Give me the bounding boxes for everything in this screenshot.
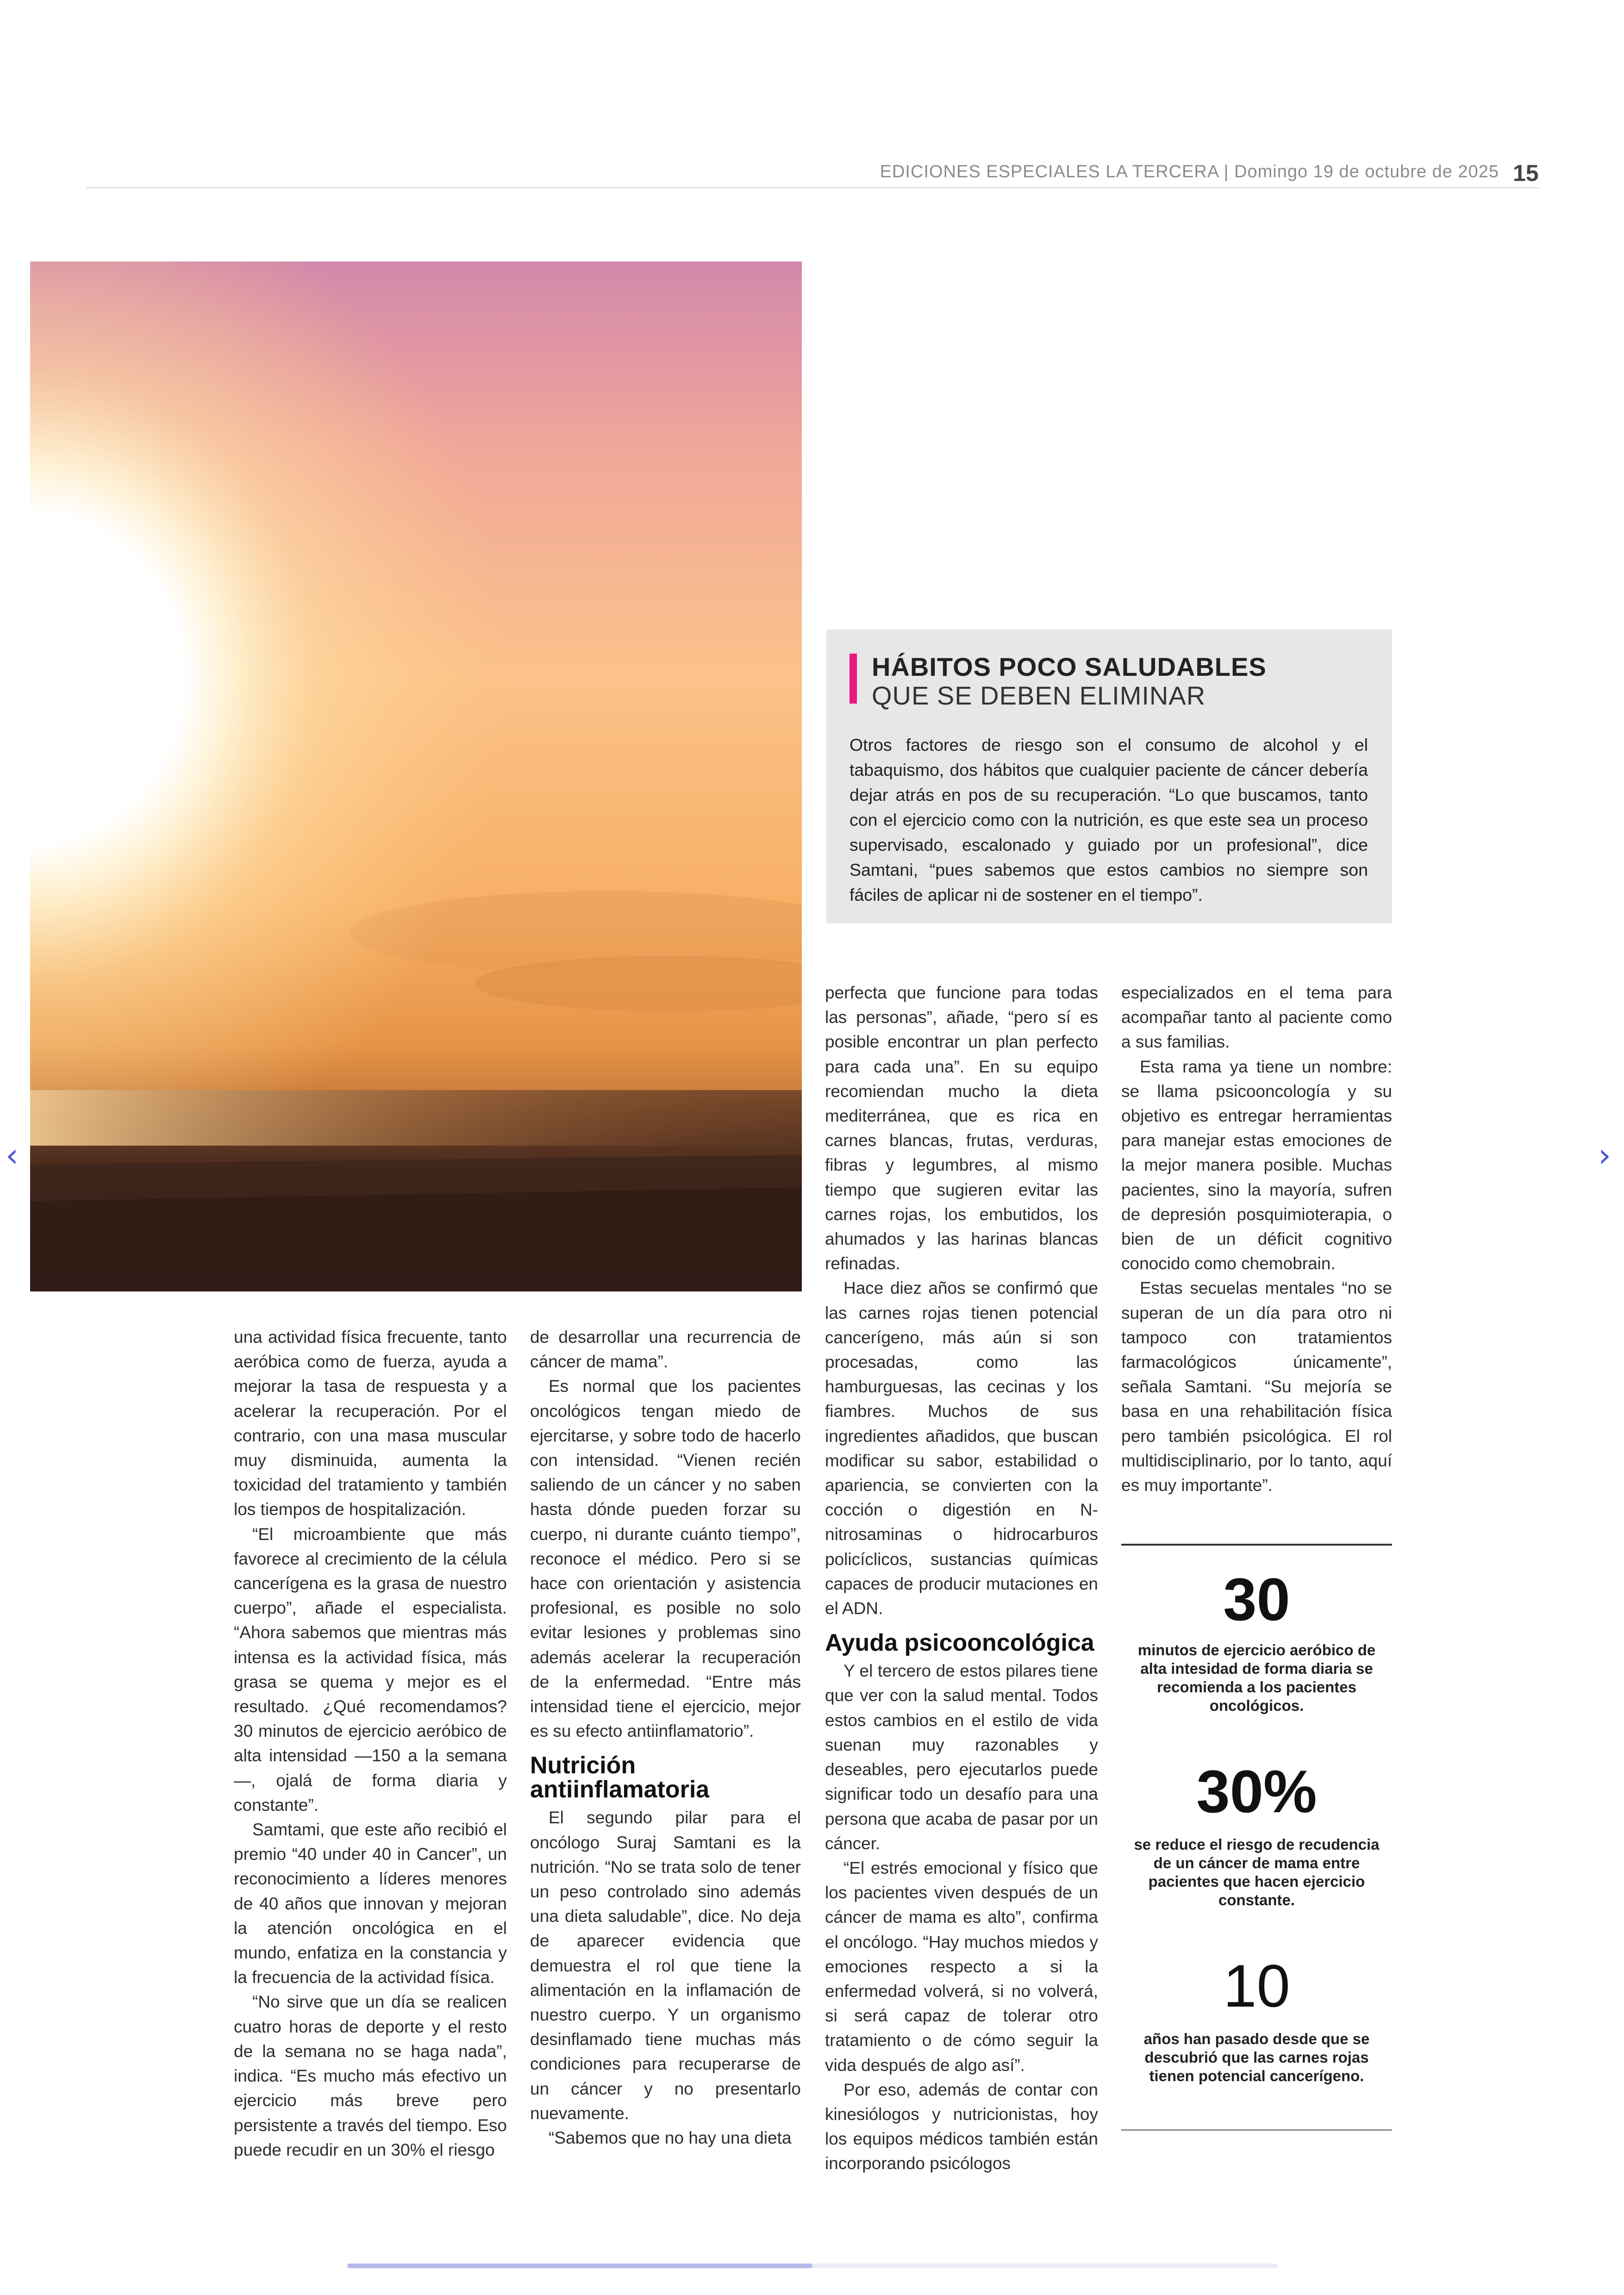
paragraph: Por eso, además de contar con kinesiólogos y nutricionistas, hoy los equipos médicos también están incorporando psicólogos (825, 2080, 1098, 2173)
article-column-1 (234, 1325, 507, 2162)
article-column-2 (530, 1325, 801, 2150)
sunset-photo (30, 262, 802, 1291)
header-divider (86, 187, 1539, 188)
sidebar-box (826, 630, 1392, 923)
paragraph: Y el tercero de estos pilares tiene que ver con la salud mental. Todos estos cambios en el estilo de vida suenan muy razonables y deseables, pero ejecutarlos puede significar todo un desafío para una persona que acaba de pasar por un cáncer. (825, 1661, 1098, 1853)
paragraph: Hace diez años se confirmó que las carnes rojas tienen potencial cancerígeno, más aún si son procesadas, como las hamburguesas, las cecinas y los fiambres. Muchos de sus ingredientes añadidos, que buscan modificar su sabor, estabilidad o apariencia, se convierten con la cocción o digestión en N-nitrosaminas o hidrocarburos policíclicos, sustancias químicas capaces de producir mutaciones en el ADN. (825, 1278, 1098, 1618)
stat-description: se reduce el riesgo de recudencia de un cáncer de mama entre pacientes que hacen ejercicio constante. (1134, 1836, 1380, 1908)
paragraph: Esta rama ya tiene un nombre: se llama psicooncología y su objetivo es entregar herramientas para manejar estas emociones de la mejor manera posible. Muchas pacientes, sino la mayoría, sufren de depresión posquimioterapia, o bien de un déficit cognitivo conocido como chemobrain. (1121, 1057, 1392, 1273)
stat-description: minutos de ejercicio aeróbico de alta intesidad de forma diaria se recomienda a los pacientes oncológicos. (1137, 1641, 1376, 1714)
box-title: HÁBITOS POCO SALUDABLES (872, 652, 1267, 681)
paragraph: perfecta que funcione para todas las personas”, añade, “pero sí es posible encontrar un plan perfecto para cada una”. En su equipo recomiendan mucho la dieta mediterránea, que es rica en carnes blancas, frutas, verduras, fibras y legumbres, al mismo tiempo que sugieren evitar las carnes rojas, los embutidos, los ahumados y las harinas blancas refinadas. (825, 983, 1098, 1273)
stats-bottom-rule (1121, 2129, 1392, 2131)
paragraph: Samtami, que este año recibió el premio “40 under 40 in Cancer”, un reconocimiento a líderes menores de 40 años que innovan y mejoran la atención oncológica en el mundo, enfatiza en la constancia y la frecuencia de la actividad física. (234, 1820, 507, 1987)
stat-value: 30% (1196, 1758, 1317, 1825)
stat-description: años han pasado desde que se descubrió que las carnes rojas tienen potencial cancerígeno. (1143, 2030, 1370, 2084)
paragraph: de desarrollar una recurrencia de cáncer de mama”. (530, 1328, 801, 1372)
article-column-3 (825, 980, 1098, 2176)
paragraph: una actividad física frecuente, tanto aeróbica como de fuerza, ayuda a mejorar la tasa de respuesta y a acelerar la recuperación. Por el contrario, con una masa muscular muy disminuida, aumenta la toxicidad del tratamiento y también los tiempos de hospitalización. (234, 1328, 507, 1519)
paragraph: “El estrés emocional y físico que los pacientes viven después de un cáncer de mama es alto”, confirma el oncólogo. “Hay muchos miedos y emociones respecto a si la enfermedad volverá, si no volverá, si será capaz de tolerar otro tratamiento o de cómo seguir la vida después de algo así”. (825, 1858, 1098, 2075)
accent-bar (849, 654, 857, 704)
page-progress-fill (347, 2264, 812, 2268)
box-subtitle: QUE SE DEBEN ELIMINAR (872, 681, 1206, 710)
paragraph: especializados en el tema para acompañar tanto al paciente como a sus familias. (1121, 983, 1392, 1052)
box-body: Otros factores de riesgo son el consumo de alcohol y el tabaquismo, dos hábitos que cualquier paciente de cáncer debería dejar atrás en pos de su recuperación. “Lo que buscamos, tanto con el ejercicio como con la nutrición, es que este sea un proceso supervisado, escalonado y guiado por un profesional”, dice Samtani, “pues sabemos que estos cambios no siempre son fáciles de aplicar ni de sostener en el tiempo”. (849, 735, 1368, 904)
paragraph: “Sabemos que no hay una dieta (549, 2128, 792, 2148)
stat-value: 10 (1223, 1952, 1290, 2020)
section-heading: Ayuda psicooncológica (825, 1629, 1094, 1657)
paragraph: El segundo pilar para el oncólogo Suraj Samtani es la nutrición. “No se trata solo de tener un peso controlado sino además una dieta saludable”, dice. No deja de aparecer evidencia que demuestra el rol que tiene la alimentación en la inflamación de nuestro cuerpo. Y un organismo desinflamado tiene muchas más condiciones para recuperarse de un cáncer y no presentarlo nuevamente. (530, 1808, 801, 2123)
paragraph: Estas secuelas mentales “no se superan de un día para otro ni tampoco con tratamientos farmacológicos únicamente”, señala Samtani. “Su mejoría se basa en una rehabilitación física pero también psicológica. El rol multidisciplinario, por lo tanto, aquí es muy importante”. (1121, 1278, 1392, 1495)
stat-value: 30 (1223, 1565, 1290, 1633)
chevron-left-icon[interactable]: ‹ (6, 1136, 19, 1174)
section-heading: Nutrición antiinflamatoria (530, 1752, 710, 1803)
paragraph: Es normal que los pacientes oncológicos tengan miedo de ejercitarse, y sobre todo de hacerlo con intensidad. “Vienen recién saliendo de un cáncer y no saben hasta dónde pueden forzar su cuerpo, ni durante cuánto tiempo”, reconoce el médico. Pero si se hace con orientación y asistencia profesional, es posible no solo evitar lesiones y problemas sino además acelerar la recuperación de la enfermedad. “Entre más intensidad tiene el ejercicio, mejor es su efecto antiinflamatorio”. (530, 1377, 801, 1741)
sunset-illustration (30, 262, 802, 1291)
paragraph: “El microambiente que más favorece al crecimiento de la célula cancerígena es la grasa de nuestro cuerpo”, añade el especialista. “Ahora sabemos que mientras más intensa es la actividad física, más grasa se quema y mejor es el resultado. ¿Qué recomendamos? 30 minutos de ejercicio aeróbico de alta intensidad —150 a la semana—, ojalá de forma diaria y constante”. (234, 1524, 507, 1815)
page-number: 15 (1513, 160, 1539, 186)
stats-top-rule (1121, 1544, 1392, 1546)
article-column-4 (1121, 980, 1392, 1497)
paragraph: “No sirve que un día se realicen cuatro horas de deporte y el resto de la semana no se haga nada”, indica. “Es mucho más efectivo un ejercicio más breve pero persistente a través del tiempo. Eso puede recudir en un 30% el riesgo (234, 1992, 507, 2159)
chevron-right-icon[interactable]: › (1598, 1136, 1611, 1174)
header-publication-date: EDICIONES ESPECIALES LA TERCERA | Domingo 19 de octubre de 2025 (880, 162, 1499, 181)
